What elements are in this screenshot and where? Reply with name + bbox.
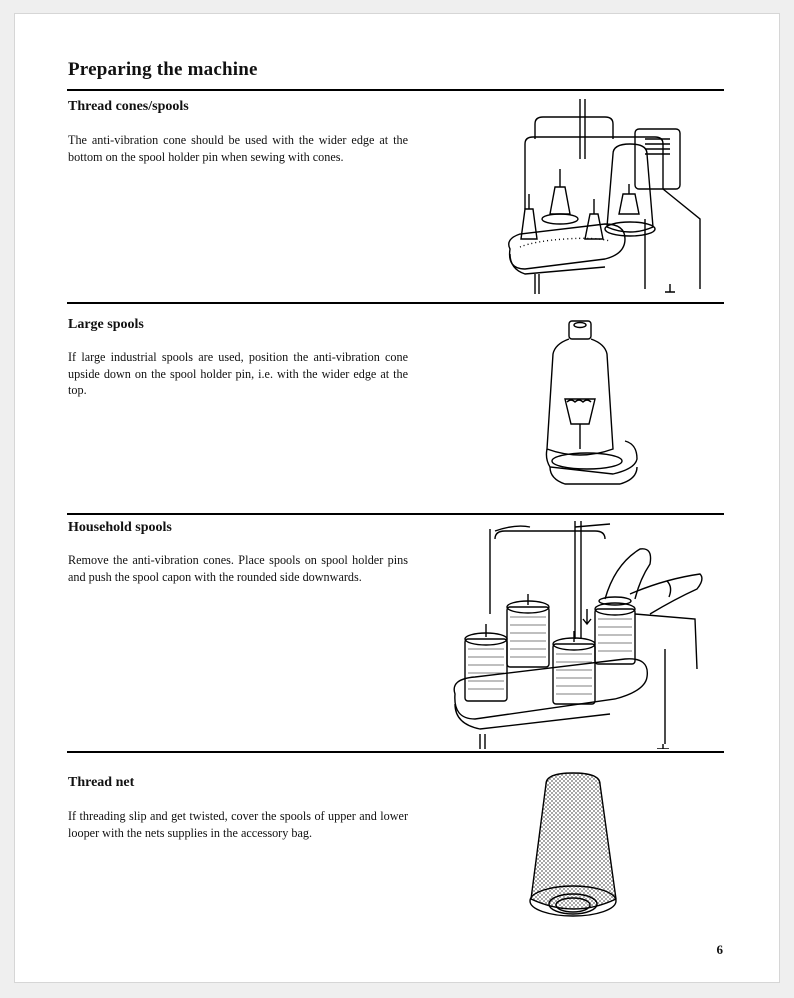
section-heading-thread-net: Thread net [68,775,135,790]
section-text-large-spools: If large industrial spools are used, position the anti-vibration cone upside down on the spool holder pin, i.e. with the wider edge at the top. [68,350,408,397]
thread-net-cone-illustration [528,769,628,924]
section-text-thread-net: If threading slip and get twisted, cover the spools of upper and lower looper with the nets supplies in the accessory bag. [68,809,408,840]
page-number: 6 [716,942,723,957]
section-divider-1 [67,302,724,304]
machine-with-cones-illustration [495,99,705,294]
large-spool-illustration [545,319,645,489]
section-divider-2 [67,513,724,515]
section-heading-large-spools: Large spools [68,317,144,332]
section-text-thread-cones: The anti-vibration cone should be used with the wider edge at the bottom on the spool holder pin when sewing with cones. [68,133,408,164]
section-text-household-spools: Remove the anti-vibration cones. Place spools on spool holder pins and push the spool capon with the rounded side downwards. [68,553,408,584]
section-divider-3 [67,751,724,753]
section-heading-household-spools: Household spools [68,520,172,535]
page-title: Preparing the machine [68,59,258,80]
household-spools-illustration [435,519,705,749]
manual-page [14,13,780,983]
section-heading-thread-cones: Thread cones/spools [68,99,189,114]
title-rule [67,89,724,91]
